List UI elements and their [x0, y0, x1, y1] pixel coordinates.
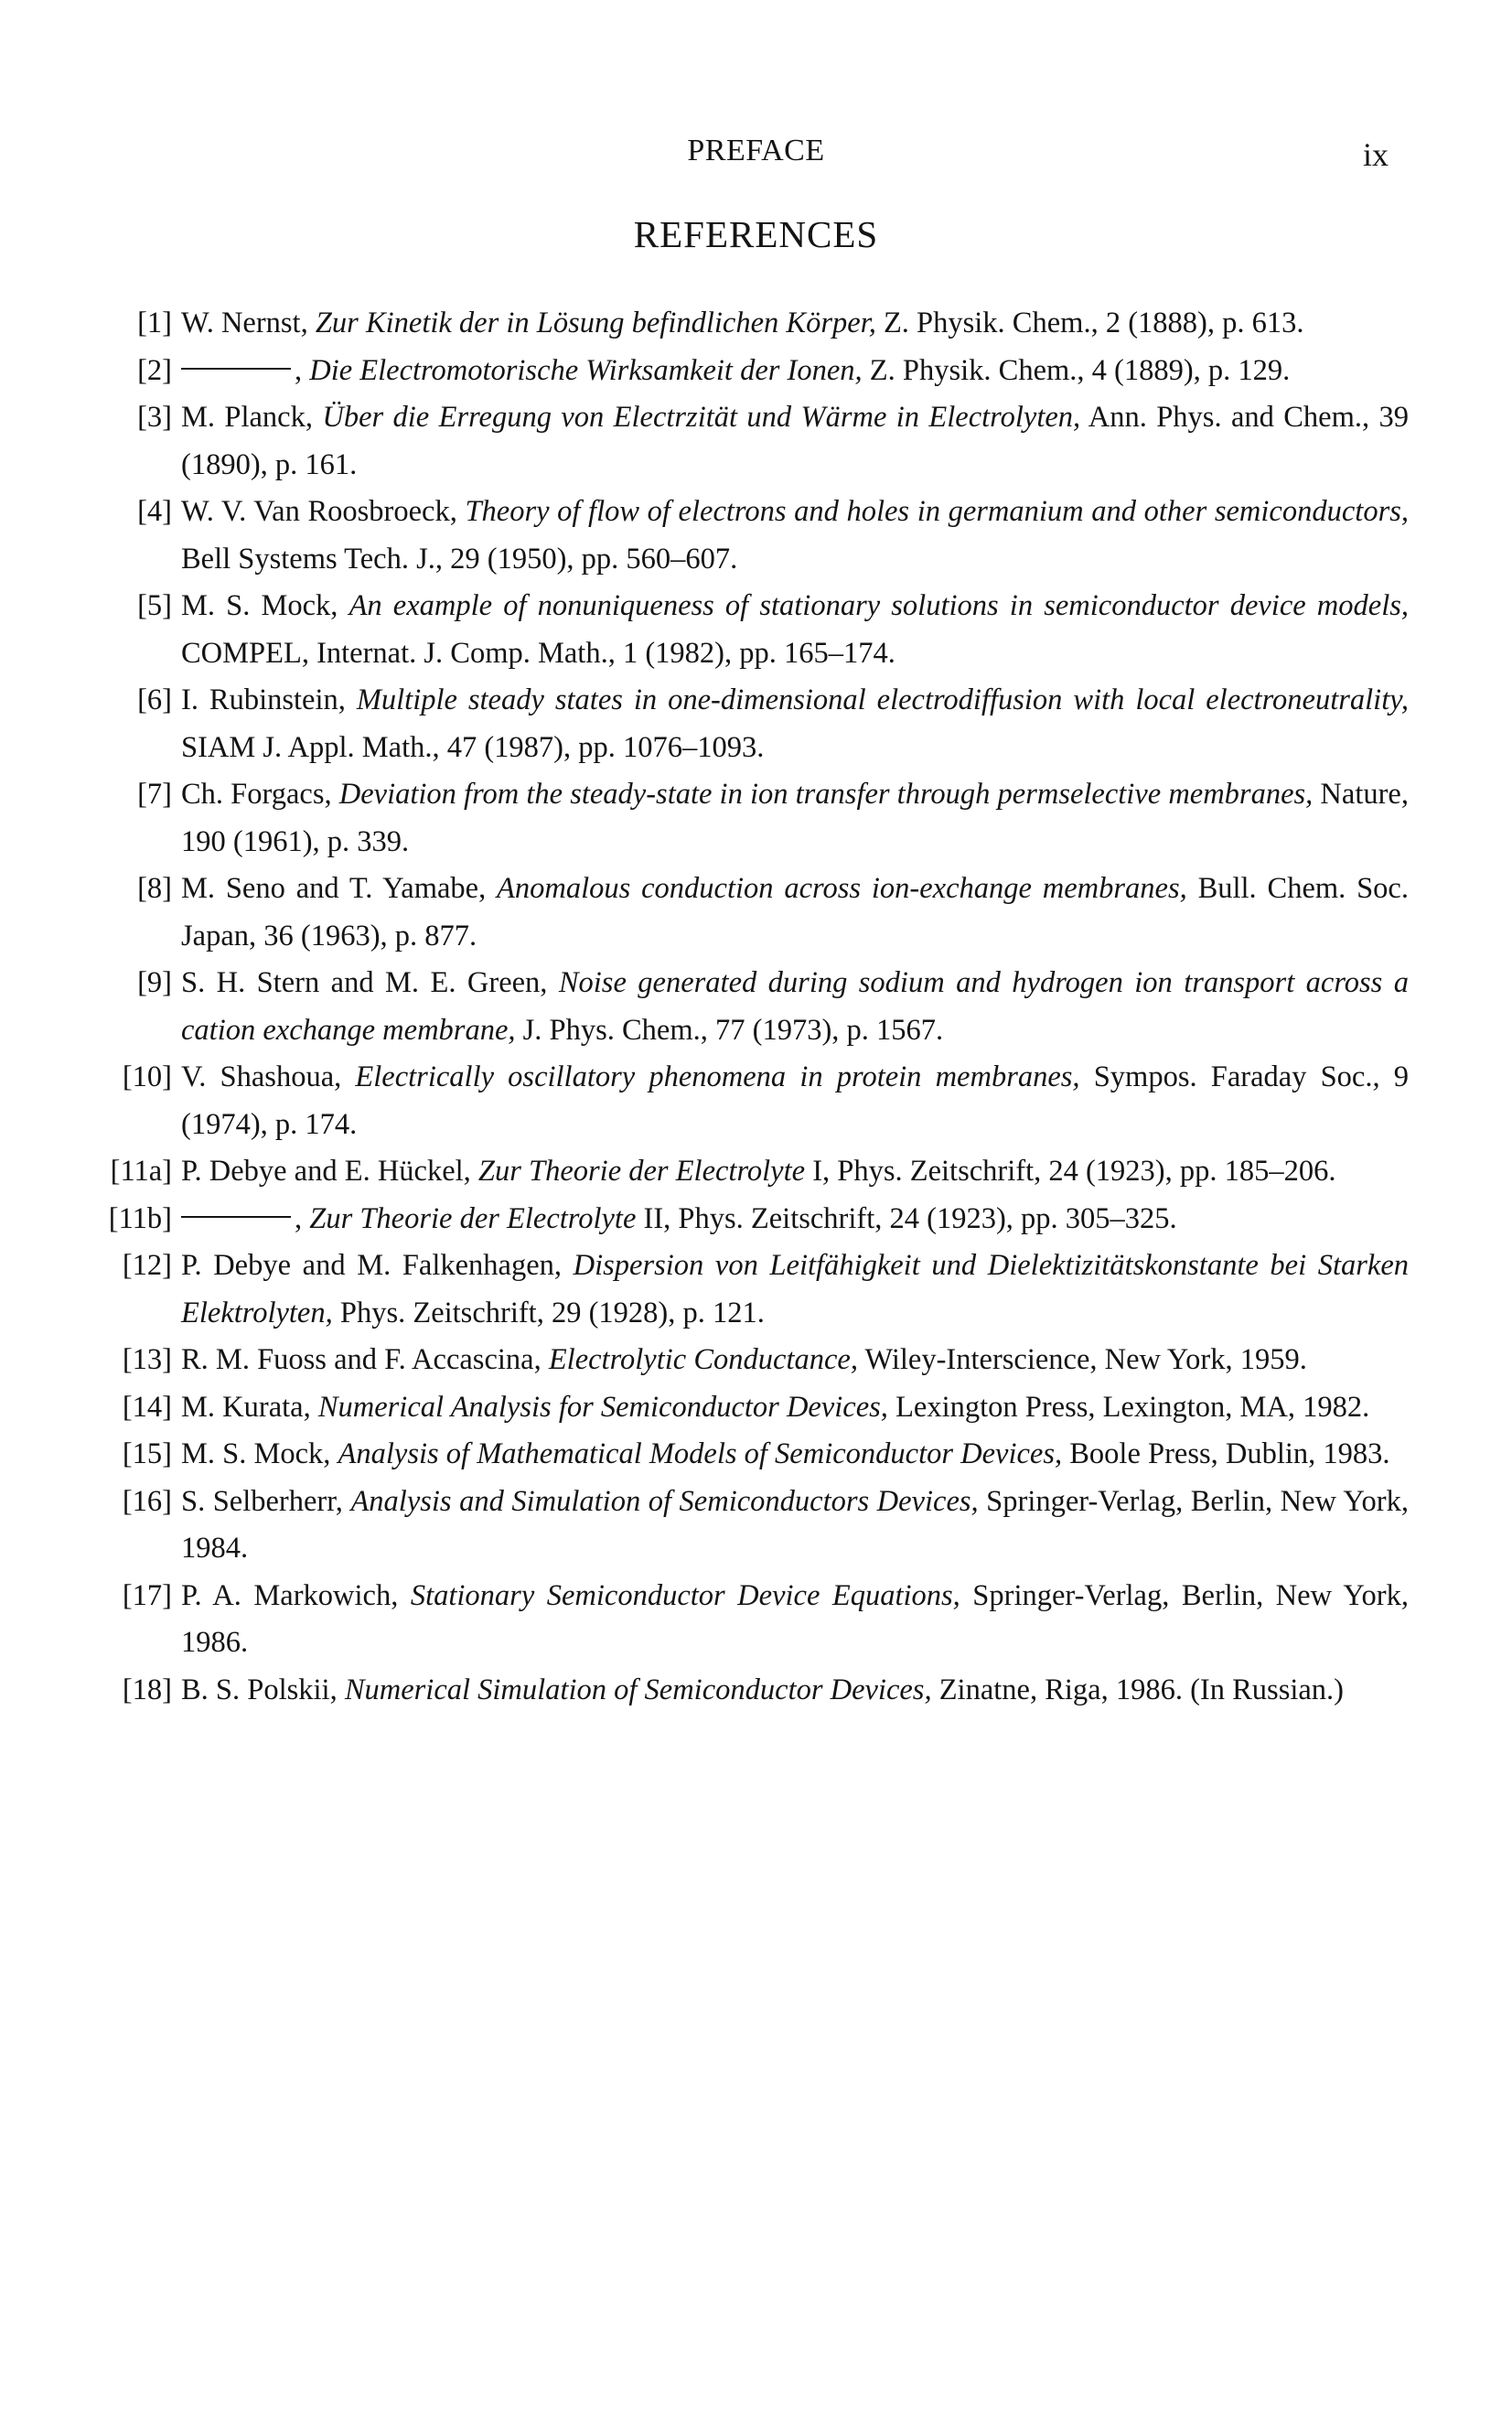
- reference-source: Z. Physik. Chem., 2 (1888), p. 613.: [875, 307, 1304, 339]
- reference-item: [0, 489, 1409, 583]
- reference-label: [1]: [137, 307, 172, 339]
- reference-item: [0, 1337, 1409, 1384]
- reference-authors: W. Nernst,: [181, 307, 316, 339]
- reference-title: Deviation from the steady-state in ion transfer through permselective membranes,: [338, 778, 1314, 811]
- reference-authors: M. S. Mock,: [181, 1437, 338, 1470]
- reference-source: Bell Systems Tech. J., 29 (1950), pp. 560–607.: [181, 542, 738, 576]
- reference-item: [0, 1148, 1409, 1196]
- reference-label: [7]: [137, 778, 172, 811]
- reference-label: [11a]: [110, 1155, 172, 1188]
- reference-label: [4]: [137, 495, 172, 528]
- reference-item: [0, 1431, 1409, 1479]
- reference-source: Bull. Chem. Soc. Japan, 36 (1963), p. 877.: [181, 872, 1409, 952]
- reference-authors: M. Kurata,: [181, 1390, 318, 1424]
- reference-source: Z. Physik. Chem., 4 (1889), p. 129.: [862, 353, 1291, 387]
- reference-authors: B. S. Polskii,: [181, 1673, 345, 1706]
- reference-source: COMPEL, Internat. J. Comp. Math., 1 (1982), pp. 165–174.: [181, 636, 895, 670]
- reference-label: [8]: [137, 872, 172, 905]
- reference-authors: ,: [295, 1201, 310, 1235]
- reference-authors: P. Debye and M. Falkenhagen,: [181, 1249, 574, 1282]
- reference-item: [0, 1573, 1409, 1667]
- reference-label: [2]: [137, 353, 172, 387]
- reference-label: [16]: [122, 1484, 172, 1518]
- reference-item: [0, 771, 1409, 866]
- running-head-title: PREFACE: [687, 134, 825, 167]
- reference-title: Numerical Simulation of Semiconductor Devices,: [344, 1673, 932, 1706]
- reference-source: Nature, 190 (1961), p. 339.: [181, 778, 1409, 858]
- reference-source: II, Phys. Zeitschrift, 24 (1923), pp. 305–325.: [636, 1201, 1177, 1235]
- reference-item: [0, 394, 1409, 489]
- reference-source: Springer-Verlag, Berlin, New York, 1986.: [181, 1578, 1410, 1659]
- reference-label: [14]: [122, 1390, 172, 1424]
- reference-item: [0, 583, 1409, 677]
- reference-title: Multiple steady states in one-dimensional electrodiffusion with local electroneutrality,: [356, 683, 1409, 716]
- reference-authors: Ch. Forgacs,: [181, 778, 339, 811]
- reference-label: [17]: [122, 1578, 172, 1612]
- reference-source: Zinatne, Riga, 1986. (In Russian.): [931, 1673, 1344, 1706]
- reference-label: [13]: [122, 1343, 172, 1376]
- reference-title: Über die Erregung von Electrzität und Wärme in Electrolyten,: [322, 401, 1081, 434]
- reference-source: I, Phys. Zeitschrift, 24 (1923), pp. 185–206.: [805, 1155, 1336, 1188]
- reference-item: [0, 348, 1409, 395]
- reference-source: J. Phys. Chem., 77 (1973), p. 1567.: [515, 1013, 944, 1047]
- reference-title: Numerical Analysis for Semiconductor Devices,: [317, 1390, 888, 1424]
- section-title: REFERENCES: [633, 213, 879, 255]
- reference-item: [0, 1054, 1409, 1148]
- reference-title: Die Electromotorische Wirksamkeit der Ionen,: [309, 353, 863, 387]
- running-head: [0, 128, 1512, 174]
- reference-item: [0, 866, 1409, 960]
- reference-authors: M. Planck,: [181, 401, 323, 434]
- reference-source: Ann. Phys. and Chem., 39 (1890), p. 161.: [181, 401, 1409, 481]
- reference-label: [5]: [137, 589, 172, 622]
- reference-title: Electrolytic Conductance,: [548, 1343, 858, 1376]
- reference-authors: W. V. Van Roosbroeck,: [181, 495, 466, 528]
- reference-title: Analysis and Simulation of Semiconductors Devices,: [350, 1484, 979, 1518]
- reference-title: Theory of flow of electrons and holes in germanium and other semiconductors,: [465, 495, 1409, 528]
- reference-item: [0, 960, 1409, 1054]
- reference-label: [3]: [137, 401, 172, 434]
- reference-list: [0, 300, 1512, 1714]
- reference-label: [9]: [137, 966, 172, 999]
- reference-authors: P. Debye and E. Hückel,: [181, 1155, 478, 1188]
- reference-source: Springer-Verlag, Berlin, New York, 1984.: [181, 1484, 1409, 1565]
- reference-label: [12]: [122, 1249, 172, 1282]
- reference-label: [6]: [137, 683, 172, 716]
- reference-title: Noise generated during sodium and hydrogen ion transport across a cation exchange membrane,: [181, 966, 1409, 1047]
- reference-item: [0, 1384, 1409, 1432]
- reference-source: Wiley-Interscience, New York, 1959.: [857, 1343, 1307, 1376]
- reference-source: Boole Press, Dublin, 1983.: [1062, 1437, 1390, 1470]
- reference-authors: P. A. Markowich,: [181, 1578, 411, 1612]
- reference-label: [10]: [122, 1060, 172, 1093]
- reference-source: SIAM J. Appl. Math., 47 (1987), pp. 1076–1093.: [181, 730, 765, 764]
- page-number: ix: [1363, 136, 1389, 173]
- reference-title: Zur Theorie der Electrolyte: [309, 1201, 637, 1235]
- reference-authors: M. Seno and T. Yamabe,: [181, 872, 498, 905]
- reference-authors: S. Selberherr,: [181, 1484, 351, 1518]
- reference-authors: I. Rubinstein,: [181, 683, 357, 716]
- reference-label: [11b]: [108, 1201, 172, 1235]
- reference-authors: V. Shashoua,: [181, 1060, 356, 1093]
- reference-item: [0, 300, 1409, 348]
- reference-item: [0, 677, 1409, 771]
- reference-title: Anomalous conduction across ion-exchange membranes,: [497, 872, 1187, 905]
- reference-title: Electrically oscillatory phenomena in protein membranes,: [355, 1060, 1080, 1093]
- reference-label: [18]: [122, 1673, 172, 1706]
- reference-title: Analysis of Mathematical Models of Semiconductor Devices,: [338, 1437, 1063, 1470]
- reference-title: Stationary Semiconductor Device Equations,: [410, 1578, 960, 1612]
- reference-title: Zur Kinetik der in Lösung befindlichen Körper,: [315, 307, 876, 339]
- reference-authors: R. M. Fuoss and F. Accascina,: [181, 1343, 549, 1376]
- reference-title: Zur Theorie der Electrolyte: [477, 1155, 806, 1188]
- reference-label: [15]: [122, 1437, 172, 1470]
- reference-item: [0, 1196, 1409, 1243]
- reference-authors: M. S. Mock,: [181, 589, 349, 622]
- reference-authors: ,: [295, 353, 310, 387]
- reference-source: Sympos. Faraday Soc., 9 (1974), p. 174.: [181, 1060, 1409, 1141]
- reference-item: [0, 1479, 1409, 1573]
- reference-item: [0, 1243, 1409, 1337]
- repeated-author-dash: [181, 1216, 291, 1218]
- reference-source: Lexington Press, Lexington, MA, 1982.: [887, 1390, 1370, 1424]
- reference-authors: S. H. Stern and M. E. Green,: [181, 966, 559, 999]
- reference-title: Dispersion von Leitfähigkeit und Dielektizitätskonstante bei Starken Elektrolyten,: [181, 1249, 1410, 1329]
- reference-source: Phys. Zeitschrift, 29 (1928), p. 121.: [332, 1296, 765, 1329]
- reference-title: An example of nonuniqueness of stationary solutions in semiconductor device models,: [349, 589, 1410, 622]
- reference-item: [0, 1667, 1409, 1715]
- repeated-author-dash: [181, 368, 291, 370]
